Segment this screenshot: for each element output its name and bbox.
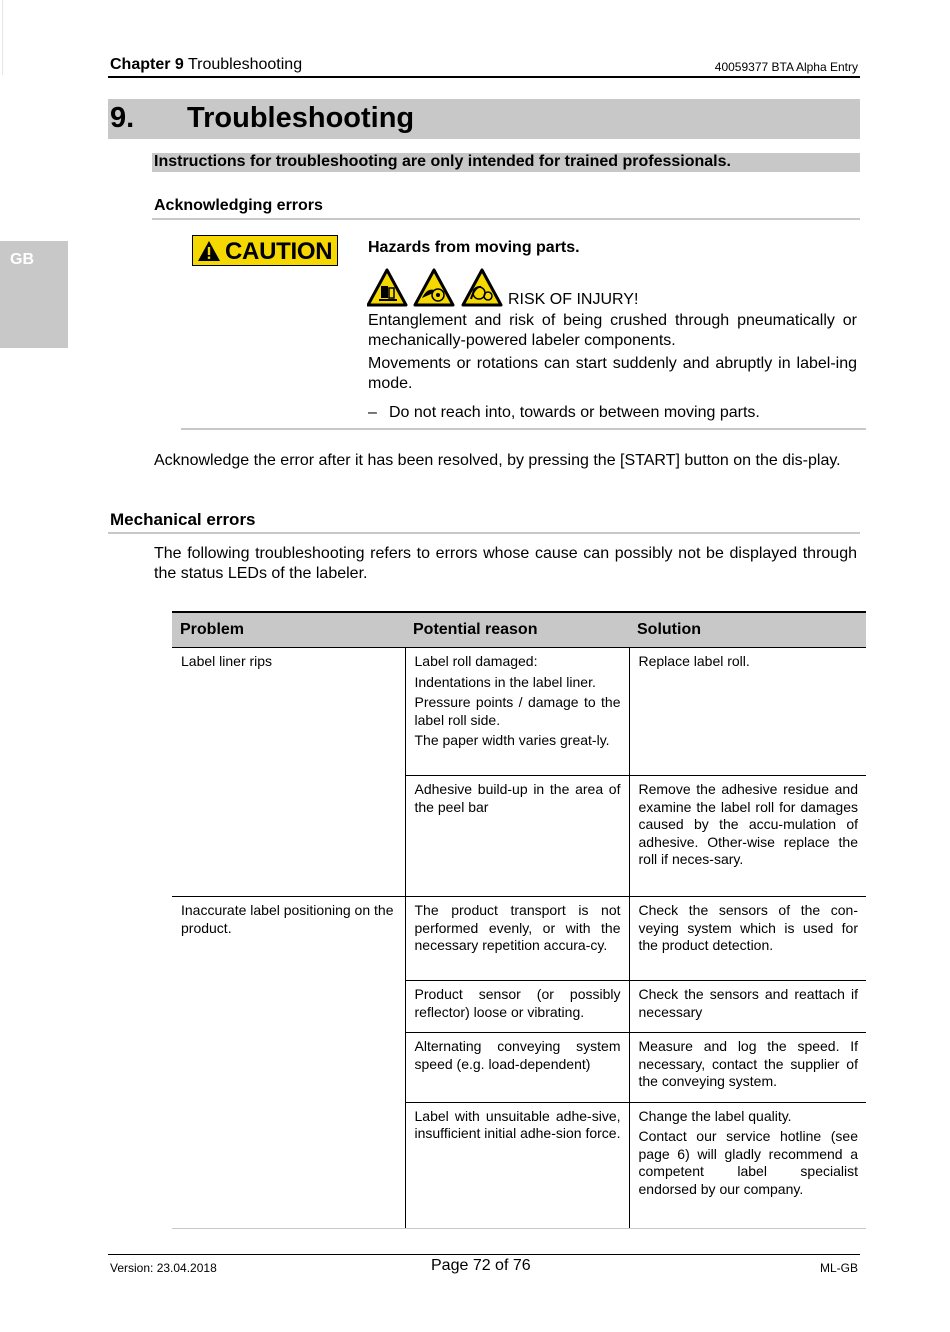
solution-cell: [629, 1102, 866, 1228]
solution-cell: [629, 1033, 866, 1103]
solution-text: Replace label roll.: [638, 653, 750, 669]
entanglement-hazard-icon: [415, 270, 453, 305]
reason-text: Alternating conveying system speed (e.g. load-dependent): [414, 1038, 621, 1072]
footer-version: Version: 23.04.2018: [110, 1261, 217, 1275]
table-header-row: [172, 612, 866, 648]
table-row: [172, 648, 866, 776]
rotating-parts-hazard-icon: [463, 270, 501, 305]
chapter-label: Chapter 9: [110, 56, 184, 73]
reason-cell: [405, 897, 629, 981]
solution-text: Check the sensors and reattach if necessary: [638, 986, 858, 1020]
reason-text: Pressure points / damage to the label roll side.: [414, 694, 621, 728]
section-title: Troubleshooting: [187, 102, 415, 134]
solution-cell: [629, 648, 866, 776]
margin-line: [2, 0, 3, 75]
reason-text: Indentations in the label liner.: [414, 673, 596, 690]
problem-cell: [172, 648, 405, 897]
language-tab-label: GB: [10, 251, 34, 268]
hazard-instruction: Do not reach into, towards or between moving parts.: [389, 404, 760, 421]
reason-text: Adhesive build-up in the area of the peel bar: [414, 781, 621, 815]
running-header-chapter: [110, 56, 302, 74]
table-row: [172, 897, 866, 981]
chapter-title: Troubleshooting: [187, 56, 303, 73]
document-id: 40059377 BTA Alpha Entry: [714, 60, 858, 74]
hazard-icons: [367, 268, 505, 313]
hazard-title: Hazards from moving parts.: [368, 239, 580, 256]
reason-text: Label roll damaged:: [414, 653, 538, 669]
reason-cell: [405, 648, 629, 776]
column-header-problem: Problem: [172, 612, 405, 648]
reason-cell: [405, 1102, 629, 1228]
column-header-reason: Potential reason: [405, 612, 629, 648]
troubleshooting-table: [172, 611, 866, 1229]
reason-text: Label with unsuitable adhe-sive, insufficient initial adhe-sion force.: [414, 1107, 621, 1141]
section-number: 9.: [110, 102, 135, 134]
solution-text: Measure and log the speed. If necessary, contact the supplier of the conveying system.: [638, 1038, 858, 1089]
footer-code: ML-GB: [819, 1261, 858, 1275]
hazard-description: Entanglement and risk of being crushed through pneumatically or mechanically-powered labeler components.: [368, 312, 857, 349]
solution-cell: [629, 776, 866, 897]
crush-hazard-icon: [368, 270, 406, 305]
risk-of-injury: RISK OF INJURY!: [508, 291, 639, 308]
reason-cell: [405, 1033, 629, 1103]
reason-text: The paper width varies great-ly.: [414, 732, 610, 748]
reason-text: The product transport is not performed evenly, or with the necessary repetition accura-cy.: [414, 902, 621, 953]
solution-text: Check the sensors of the con-veying system which is used for the product detection.: [638, 902, 858, 953]
mechanical-intro: The following troubleshooting refers to errors whose cause can possibly not be displayed through the status LEDs of the labeler.: [154, 545, 857, 582]
problem-text: Label liner rips: [181, 653, 273, 669]
mechanical-errors-heading: Mechanical errors: [110, 510, 256, 529]
language-tab: [0, 241, 68, 348]
warning-triangle-icon: [197, 240, 221, 262]
reason-cell: [405, 776, 629, 897]
hazard-movements: Movements or rotations can start suddenly and abruptly in label-ing mode.: [368, 355, 857, 392]
header-rule: [108, 76, 860, 78]
reason-cell: [405, 981, 629, 1033]
heading-rule: [108, 532, 860, 534]
caution-label: [192, 235, 338, 266]
reason-text: Product sensor (or possibly reflector) loose or vibrating.: [414, 986, 621, 1020]
problem-text: Inaccurate label positioning on the product.: [181, 902, 394, 936]
solution-text: Change the label quality.: [638, 1107, 792, 1124]
caution-text: CAUTION: [225, 238, 333, 265]
solution-cell: [629, 897, 866, 981]
problem-cell: [172, 897, 405, 1229]
notice-text: Instructions for troubleshooting are only intended for trained professionals.: [154, 153, 731, 170]
footer-page-number: Page 72 of 76: [431, 1257, 531, 1274]
list-dash: –: [368, 404, 377, 421]
column-header-solution: Solution: [629, 612, 866, 648]
solution-text: Remove the adhesive residue and examine the label roll for damages caused by the accu-mulation of adhesive. Other-wise replace the roll if neces-sary.: [638, 781, 858, 867]
acknowledging-errors-heading: Acknowledging errors: [154, 197, 323, 214]
hazard-rule: [181, 428, 866, 430]
heading-rule: [152, 218, 860, 220]
solution-text: Contact our service hotline (see page 6) will gladly recommend a competent label specialist endorsed by our company.: [638, 1128, 858, 1197]
acknowledge-instruction: Acknowledge the error after it has been resolved, by pressing the [START] button on the dis-play.: [154, 452, 841, 469]
footer-rule: [108, 1254, 860, 1255]
solution-cell: [629, 981, 866, 1033]
